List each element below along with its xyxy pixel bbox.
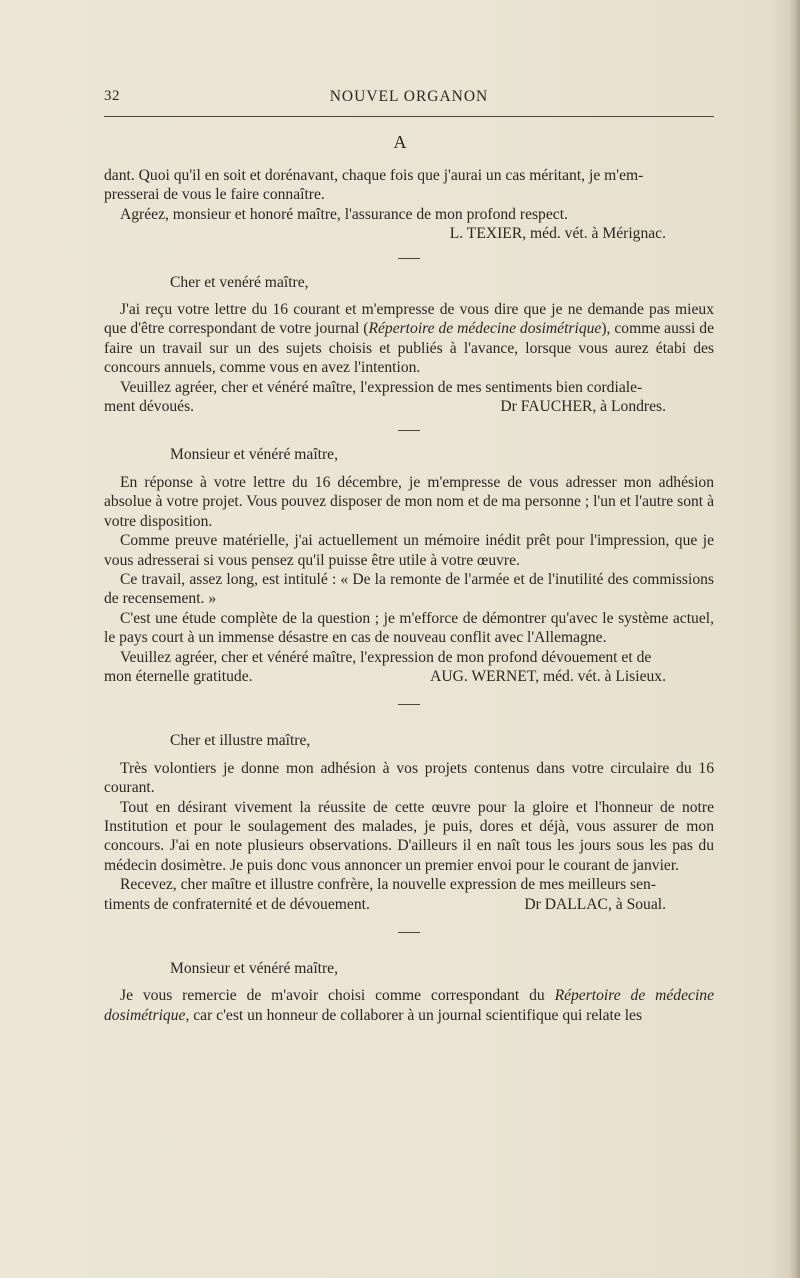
letter-4-paragraph-2: Tout en désirant vivement la réussite de cette œuvre pour la gloire et l'honneur de notre Institution et pour le soulagement des malades, je puis, dores et déjà, vous assurer de mon concours. J'ai en note plusieurs observations. D'ailleurs il en naît tous les jours sous les pas du médecin dosimètre. Je puis donc vous annoncer un premier envoi pour le courant de janvier. [104, 798, 714, 874]
letter-1-line-1: dant. Quoi qu'il en soit et dorénavant, chaque fois que j'aurai un cas méritant, je m'em- [104, 167, 644, 184]
signature-mark: A [393, 132, 407, 152]
page-edge-shadow [790, 0, 800, 1278]
letter-2-closing-end: ment dévoués. [104, 398, 195, 416]
letter-3-closing: Veuillez agréer, cher et vénéré maître, l'expression de mon profond dévouement et de [120, 648, 652, 666]
letter-4-salutation: Cher et illustre maître, [170, 732, 311, 750]
letter-3-closing-line [104, 667, 714, 686]
separator-rule [398, 430, 420, 431]
letter-5-para-start: Je vous remercie de m'avoir choisi comme correspondant du [120, 987, 555, 1005]
running-title: NOUVEL ORGANON [329, 88, 489, 105]
journal-title: Répertoire de médecine dosimétrique [368, 320, 602, 338]
separator-rule [398, 932, 420, 933]
letter-2-paragraph [104, 300, 714, 378]
letter-4-closing-line [104, 895, 714, 914]
page-header [104, 88, 714, 110]
letter-3-signature: AUG. WERNET, méd. vét. à Lisieux. [430, 667, 666, 685]
letter-5-para-end: , car c'est un honneur de collaborer à un journal scientifique qui relate les [185, 1006, 643, 1024]
body-text [104, 166, 714, 1025]
letter-4-closing-end: timents de confraternité et de dévouement. [104, 895, 370, 913]
letter-2-closing: Veuillez agréer, cher et vénéré maître, l'expression de mes sentiments bien cordiale- [120, 378, 643, 396]
letter-1-line-2: presserai de vous le faire connaître. [104, 186, 325, 204]
letter-5-paragraph [104, 986, 714, 1025]
letter-1-closing: Agréez, monsieur et honoré maître, l'assurance de mon profond respect. [120, 205, 568, 223]
separator-rule [398, 704, 420, 705]
letter-3-paragraph-2: Comme preuve matérielle, j'ai actuellement un mémoire inédit prêt pour l'impression, que je vous adresserai si vous pensez qu'il puisse être utile à votre œuvre. [104, 532, 714, 569]
letter-4-signature: Dr DALLAC, à Soual. [524, 895, 666, 913]
header-rule [104, 116, 714, 117]
letter-2-salutation: Cher et venéré maître, [170, 273, 309, 291]
letter-3-paragraph-3: Ce travail, assez long, est intitulé : « De la remonte de l'armée et de l'inutilité des commissions de recensement. » [104, 570, 714, 608]
letter-2-para-end: ), comme aussi de faire un travail sur un des sujets choisis et publiés à l'avance, lorsque vous aurez étabi des concours annuels, comme vous en avez l'intention. [104, 320, 714, 377]
letter-2-signature: Dr FAUCHER, à Londres. [500, 398, 666, 416]
letter-2-closing-line [104, 397, 714, 416]
journal-title: Répertoire de médecine dosimétrique [104, 987, 714, 1024]
separator-rule [398, 258, 420, 259]
letter-4-paragraph-1: Très volontiers je donne mon adhésion à vos projets contenus dans votre circulaire du 16 courant. [104, 759, 714, 797]
letter-3-salutation: Monsieur et vénéré maître, [170, 446, 338, 464]
letter-2-para-text: J'ai reçu votre lettre du 16 courant et m'empresse de vous dire que je ne demande pas mieux que d'être correspondant de votre journal ( [104, 301, 714, 338]
letter-3-closing-end: mon éternelle gratitude. [104, 667, 253, 685]
page-number: 32 [104, 88, 120, 104]
letter-3-paragraph-1: En réponse à votre lettre du 16 décembre, je m'empresse de vous adresser mon adhésion absolue à votre projet. Vous pouvez disposer de mon nom et de ma personne ; l'un et l'autre sont à votre disposition. [104, 473, 714, 530]
letter-1-signature: L. TEXIER, méd. vét. à Mérignac. [449, 225, 666, 243]
letter-1-text [104, 166, 714, 205]
letter-3-paragraph-4: C'est une étude complète de la question ; je m'efforce de démontrer qu'avec le système actuel, le pays court à un immense désastre en cas de nouveau conflit avec l'Allemagne. [104, 609, 714, 647]
letter-4-closing: Recevez, cher maître et illustre confrère, la nouvelle expression de mes meilleurs sen- [120, 876, 657, 894]
letter-5-salutation: Monsieur et vénéré maître, [170, 960, 338, 977]
